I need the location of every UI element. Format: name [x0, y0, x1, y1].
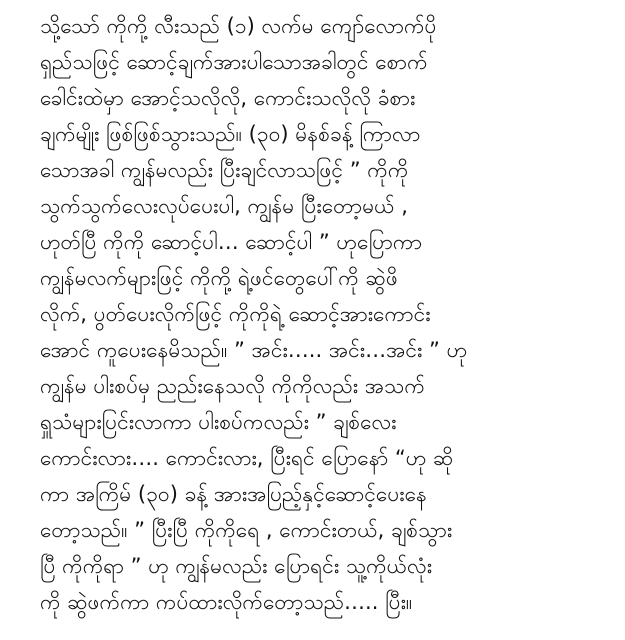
- body-text: [40, 8, 600, 620]
- text-line: သွက်သွက်လေးလုပ်ပေးပါ, ကျွန်မ ပြီးတော့မယ် ,: [40, 194, 408, 218]
- text-line: ကို ဆွဲဖက်ကာ ကပ်ထားလိုက်တော့သည်….. ပြီး။: [40, 590, 413, 614]
- text-line: ဟုတ်ပြီ ကိုကို ဆောင့်ပါ… ဆောင့်ပါ ” ဟုပြောကာ: [40, 230, 423, 254]
- text-line: ပြီ ကိုကိုရာ ” ဟု ကျွန်မလည်း ပြောရင်း သူ့ကိုယ်လုံး: [40, 554, 433, 578]
- text-line: တော့သည်။ ” ပြီးပြီ ကိုကိုရေ , ကောင်းတယ်, ချစ်သွား: [40, 518, 453, 542]
- text-line: ရှည်သဖြင့် ဆောင့်ချက်အားပါသောအခါတွင် စောက်: [40, 50, 428, 74]
- text-line: လိုက်, ပွတ်ပေးလိုက်ဖြင့် ကိုကိုရဲ့ ဆောင့်အားကောင်း: [40, 302, 431, 326]
- text-line: အောင် ကူပေးနေမိသည်။ ” အင်း….. အင်း…အင်း ” ဟု: [40, 338, 468, 362]
- text-line: ကျွန်မလက်များဖြင့် ကိုကို့ ရဲ့ဖင်တွေပေါ်ကို ဆွဲဖိ: [40, 266, 398, 290]
- text-line: ကျွန်မ ပါးစပ်မှ ညည်းနေသလို ကိုကိုလည်း အသက်: [40, 374, 425, 398]
- text-line: သို့သော် ကိုကို့ လီးသည် (၁) လက်မ ကျော်လောက်ပို: [40, 14, 437, 38]
- text-line: သောအခါ ကျွန်မလည်း ပြီးချင်လာသဖြင့် ” ကိုကို: [40, 158, 409, 182]
- text-line: ရှူသံများပြင်းလာကာ ပါးစပ်ကလည်း ” ချစ်လေး: [40, 410, 397, 434]
- text-line: ကောင်းလား…. ကောင်းလား, ပြီးရင် ပြောနော် “ဟု ဆို: [40, 446, 454, 470]
- text-line: ချက်မျိုး ဖြစ်ဖြစ်သွားသည်။ (၃၀) မိနစ်ခန့် ကြာလာ: [40, 122, 421, 146]
- text-line: ကာ အကြိမ် (၃၀) ခန့် အားအပြည့်နှင့်ဆောင့်ပေးနေ: [40, 482, 427, 506]
- text-line: ခေါင်းထဲမှာ အောင့်သလိုလို, ကောင်းသလိုလို ခံစား: [40, 86, 416, 110]
